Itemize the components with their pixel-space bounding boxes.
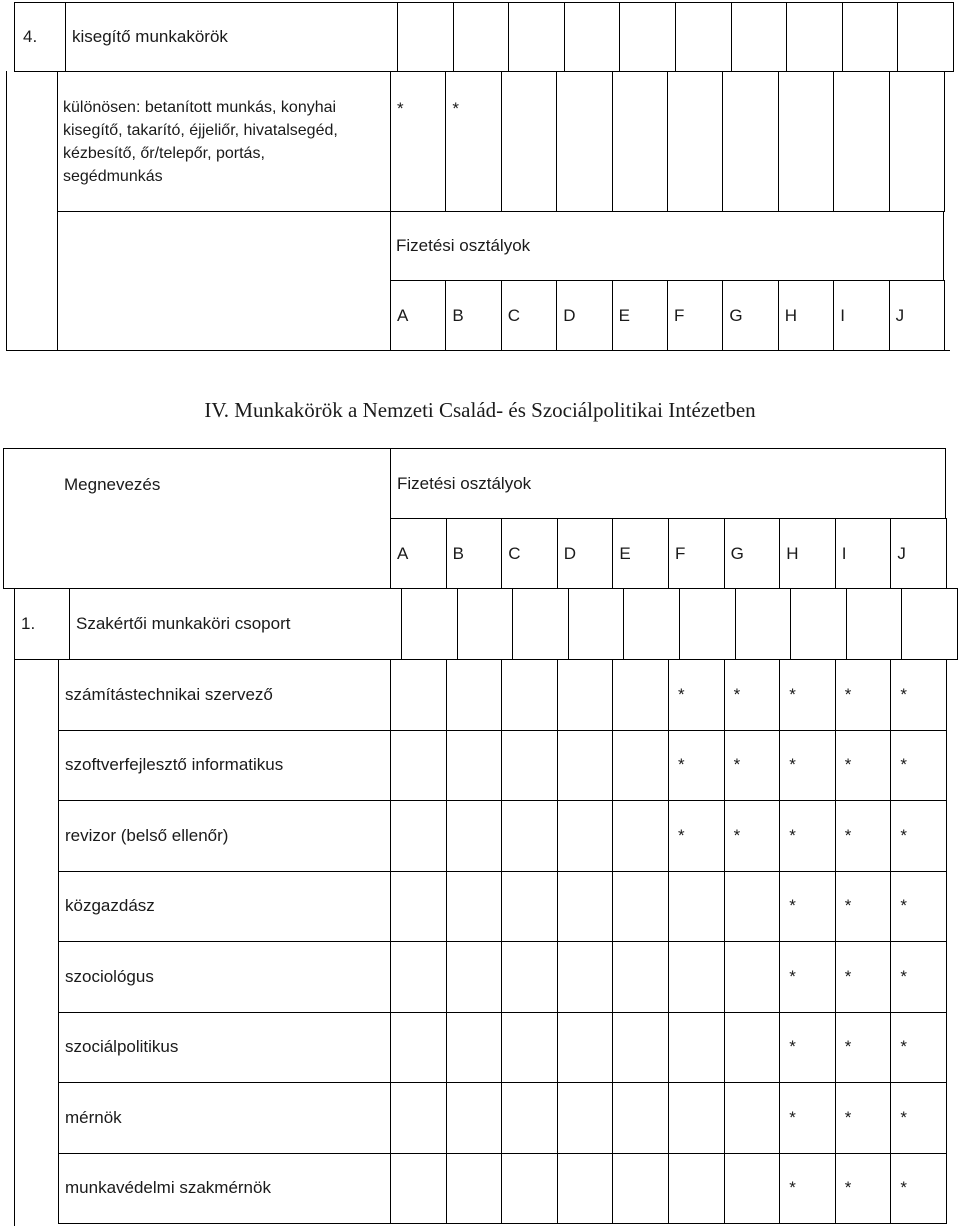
class-letter-cell <box>501 280 557 351</box>
pay-classes-label: Fizetési osztályok <box>396 236 531 255</box>
job-class-cell <box>390 1082 447 1154</box>
star-mark: * <box>900 755 908 775</box>
example-class-cell <box>501 71 557 212</box>
star-mark: * <box>733 755 741 775</box>
section-class-letter: F <box>675 543 686 563</box>
job-name-cell <box>58 1153 391 1225</box>
class-letter-cell <box>778 280 834 351</box>
job-class-cell <box>557 659 614 731</box>
star-mark: * <box>844 966 852 986</box>
group-1-title-cell <box>69 588 402 660</box>
group-class-cell <box>564 2 621 72</box>
class-letter-cell <box>667 280 723 351</box>
pay-classes-cell <box>390 211 944 281</box>
pay-classes-header-cell <box>390 448 946 519</box>
job-name: szociológus <box>65 966 154 986</box>
star-mark: * <box>900 1107 908 1127</box>
star-mark: * <box>678 684 685 704</box>
job-class-cell <box>501 941 558 1013</box>
job-class-cell <box>779 941 836 1013</box>
star-mark: * <box>844 1037 852 1057</box>
job-class-cell <box>446 941 503 1013</box>
job-class-cell <box>390 1153 447 1225</box>
job-class-cell <box>557 730 614 802</box>
group-class-cell <box>786 2 843 72</box>
job-name: számítástechnikai szervező <box>65 684 273 704</box>
group-class-cell <box>731 2 788 72</box>
section-class-letter: B <box>452 543 464 563</box>
group-class-cell <box>897 2 954 72</box>
job-examples-line: segédmunkás <box>63 168 163 185</box>
star-mark: * <box>789 1037 796 1057</box>
star-mark: * <box>733 684 741 704</box>
job-examples-cell <box>57 71 391 212</box>
class-letter: I <box>840 305 845 325</box>
section-class-letter-cell <box>446 518 503 589</box>
left-rule <box>6 71 7 351</box>
job-class-cell <box>724 941 781 1013</box>
group-1-number: 1. <box>21 614 36 633</box>
group-1-class-cell <box>623 588 680 660</box>
section-class-letter: G <box>730 543 744 563</box>
job-class-cell <box>390 730 447 802</box>
job-class-cell <box>557 1082 614 1154</box>
section-class-letter: J <box>897 543 906 563</box>
star-mark: * <box>900 1178 908 1198</box>
job-class-cell <box>890 871 947 943</box>
star-mark: * <box>789 825 796 845</box>
job-class-cell <box>557 800 614 872</box>
job-class-cell <box>668 1153 725 1225</box>
group-class-cell <box>397 2 454 72</box>
star-mark: * <box>733 825 741 845</box>
star-mark: * <box>397 99 404 118</box>
job-class-cell <box>501 871 558 943</box>
section-class-letter: E <box>619 543 631 563</box>
section-class-letter-cell <box>501 518 558 589</box>
group-class-cell <box>619 2 676 72</box>
class-letter-cell <box>556 280 612 351</box>
section-class-letter-cell <box>779 518 836 589</box>
star-mark: * <box>678 825 685 845</box>
section-class-letter-cell <box>390 518 447 589</box>
job-class-cell <box>612 941 669 1013</box>
star-mark: * <box>789 966 796 986</box>
job-class-cell <box>612 871 669 943</box>
class-letter-cell <box>722 280 778 351</box>
job-class-cell <box>390 941 447 1013</box>
section-class-letter: C <box>508 543 521 563</box>
job-class-cell <box>724 800 781 872</box>
job-class-cell <box>612 1153 669 1225</box>
example-class-cell <box>889 71 945 212</box>
job-class-cell <box>724 659 781 731</box>
job-name-cell <box>58 659 391 731</box>
name-header-label: Megnevezés <box>64 475 161 494</box>
job-class-cell <box>835 1153 892 1225</box>
job-class-cell <box>779 1012 836 1084</box>
job-class-cell <box>612 1012 669 1084</box>
group-class-cell <box>453 2 510 72</box>
class-letter-cell <box>445 280 501 351</box>
star-mark: * <box>844 1178 852 1198</box>
job-class-cell <box>779 730 836 802</box>
class-letter: J <box>895 305 905 325</box>
section-title: IV. Munkakörök a Nemzeti Család- és Szociálpolitikai Intézetben <box>204 398 756 422</box>
job-class-cell <box>612 800 669 872</box>
job-class-cell <box>501 800 558 872</box>
section-class-letter-cell <box>890 518 947 589</box>
job-class-cell <box>890 730 947 802</box>
group-1-number-cell <box>14 588 70 660</box>
job-name-cell <box>58 800 391 872</box>
group-title: kisegítő munkakörök <box>72 27 228 46</box>
star-mark: * <box>844 896 852 916</box>
job-class-cell <box>557 1153 614 1225</box>
job-class-cell <box>501 730 558 802</box>
job-class-cell <box>890 1082 947 1154</box>
job-class-cell <box>557 941 614 1013</box>
star-mark: * <box>789 896 796 916</box>
class-letter: B <box>452 305 464 325</box>
job-class-cell <box>890 1012 947 1084</box>
job-examples-line: különösen: betanított munkás, konyhai <box>63 99 337 116</box>
job-class-cell <box>612 1082 669 1154</box>
job-class-cell <box>501 1082 558 1154</box>
class-letter: G <box>729 305 743 325</box>
section-class-letter: A <box>397 543 409 563</box>
job-class-cell <box>501 659 558 731</box>
group-1-class-cell <box>568 588 625 660</box>
group-number-cell <box>14 2 66 72</box>
job-class-cell <box>612 659 669 731</box>
job-name-cell <box>58 1012 391 1084</box>
job-name: munkavédelmi szakmérnök <box>65 1178 271 1198</box>
job-class-cell <box>835 730 892 802</box>
job-class-cell <box>779 871 836 943</box>
group-1-title: Szakértői munkaköri csoport <box>76 614 291 633</box>
job-name: szoftverfejlesztő informatikus <box>65 755 284 775</box>
star-mark: * <box>900 1037 908 1057</box>
job-class-cell <box>390 1012 447 1084</box>
job-name: revizor (belső ellenőr) <box>65 825 229 845</box>
job-class-cell <box>724 1012 781 1084</box>
job-class-cell <box>779 800 836 872</box>
star-mark: * <box>789 1178 796 1198</box>
job-name-cell <box>58 1082 391 1154</box>
star-mark: * <box>900 896 908 916</box>
class-letter: F <box>674 305 685 325</box>
job-class-cell <box>446 659 503 731</box>
star-mark: * <box>678 755 685 775</box>
star-mark: * <box>900 684 908 704</box>
job-examples-line: kisegítő, takarító, éjjeliőr, hivatalsegéd, <box>63 122 338 139</box>
job-class-cell <box>724 1153 781 1225</box>
job-class-cell <box>390 659 447 731</box>
group-class-cell <box>842 2 899 72</box>
class-letter-cell <box>889 280 945 351</box>
job-class-cell <box>890 1153 947 1225</box>
group-class-cell <box>508 2 565 72</box>
example-class-cell <box>390 71 446 212</box>
job-class-cell <box>835 1082 892 1154</box>
section-left-rule <box>14 659 15 1226</box>
job-class-cell <box>890 659 947 731</box>
blank-left-cell <box>57 211 391 351</box>
job-name: mérnök <box>65 1107 122 1127</box>
example-class-cell <box>722 71 778 212</box>
star-mark: * <box>900 825 908 845</box>
group-1-class-cell <box>512 588 569 660</box>
job-class-cell <box>890 941 947 1013</box>
job-class-cell <box>668 659 725 731</box>
example-class-cell <box>778 71 834 212</box>
job-examples-line: kézbesítő, őr/telepőr, portás, <box>63 145 265 162</box>
job-class-cell <box>390 800 447 872</box>
job-class-cell <box>668 730 725 802</box>
star-mark: * <box>900 966 908 986</box>
job-class-cell <box>501 1153 558 1225</box>
job-class-cell <box>446 730 503 802</box>
class-letter: D <box>563 305 576 325</box>
job-class-cell <box>835 941 892 1013</box>
job-class-cell <box>835 1012 892 1084</box>
example-class-cell <box>612 71 668 212</box>
star-mark: * <box>452 99 460 118</box>
section-class-letter: H <box>786 543 799 563</box>
job-name: közgazdász <box>65 896 155 916</box>
star-mark: * <box>789 755 796 775</box>
class-letter-cell <box>390 280 446 351</box>
job-class-cell <box>835 871 892 943</box>
job-class-cell <box>890 800 947 872</box>
class-letter: E <box>618 305 630 325</box>
pay-classes-header-label: Fizetési osztályok <box>397 473 532 493</box>
job-class-cell <box>779 1153 836 1225</box>
job-class-cell <box>612 730 669 802</box>
job-class-cell <box>835 800 892 872</box>
bottom-rule <box>6 350 950 351</box>
job-class-cell <box>835 659 892 731</box>
job-class-cell <box>557 1012 614 1084</box>
section-class-letter-cell <box>668 518 725 589</box>
class-letter-cell <box>833 280 889 351</box>
group-1-class-cell <box>457 588 514 660</box>
job-class-cell <box>724 1082 781 1154</box>
job-name: szociálpolitikus <box>65 1037 179 1057</box>
class-letter: H <box>784 305 798 325</box>
class-letter-cell <box>612 280 668 351</box>
job-class-cell <box>390 871 447 943</box>
group-number: 4. <box>23 27 38 46</box>
section-class-letter-cell <box>724 518 781 589</box>
star-mark: * <box>844 1107 852 1127</box>
group-1-class-cell <box>901 588 958 660</box>
job-name-cell <box>58 871 391 943</box>
class-letter: C <box>507 305 521 325</box>
star-mark: * <box>789 1107 796 1127</box>
job-name-cell <box>58 730 391 802</box>
class-letter: A <box>397 305 409 325</box>
star-mark: * <box>844 825 852 845</box>
job-class-cell <box>668 800 725 872</box>
example-class-cell <box>556 71 612 212</box>
example-class-cell <box>445 71 501 212</box>
name-header-cell <box>3 448 391 589</box>
section-class-letter-cell <box>835 518 892 589</box>
job-class-cell <box>668 941 725 1013</box>
job-class-cell <box>724 871 781 943</box>
group-1-class-cell <box>846 588 903 660</box>
job-class-cell <box>668 1012 725 1084</box>
job-class-cell <box>446 1153 503 1225</box>
group-1-class-cell <box>401 588 458 660</box>
job-class-cell <box>779 659 836 731</box>
job-class-cell <box>446 800 503 872</box>
group-title-cell <box>65 2 398 72</box>
section-class-letter-cell <box>557 518 614 589</box>
star-mark: * <box>844 755 852 775</box>
job-class-cell <box>446 1082 503 1154</box>
section-class-letter-cell <box>612 518 669 589</box>
group-1-class-cell <box>735 588 792 660</box>
example-class-cell <box>833 71 889 212</box>
job-name-cell <box>58 941 391 1013</box>
job-class-cell <box>779 1082 836 1154</box>
section-class-letter: I <box>841 543 847 563</box>
job-class-cell <box>724 730 781 802</box>
job-class-cell <box>668 871 725 943</box>
job-class-cell <box>446 871 503 943</box>
job-class-cell <box>446 1012 503 1084</box>
job-class-cell <box>668 1082 725 1154</box>
example-class-cell <box>667 71 723 212</box>
section-class-letter: D <box>563 543 577 563</box>
star-mark: * <box>844 684 852 704</box>
job-class-cell <box>557 871 614 943</box>
job-class-cell <box>501 1012 558 1084</box>
group-class-cell <box>675 2 732 72</box>
group-1-class-cell <box>790 588 847 660</box>
star-mark: * <box>789 684 796 704</box>
group-1-class-cell <box>679 588 736 660</box>
